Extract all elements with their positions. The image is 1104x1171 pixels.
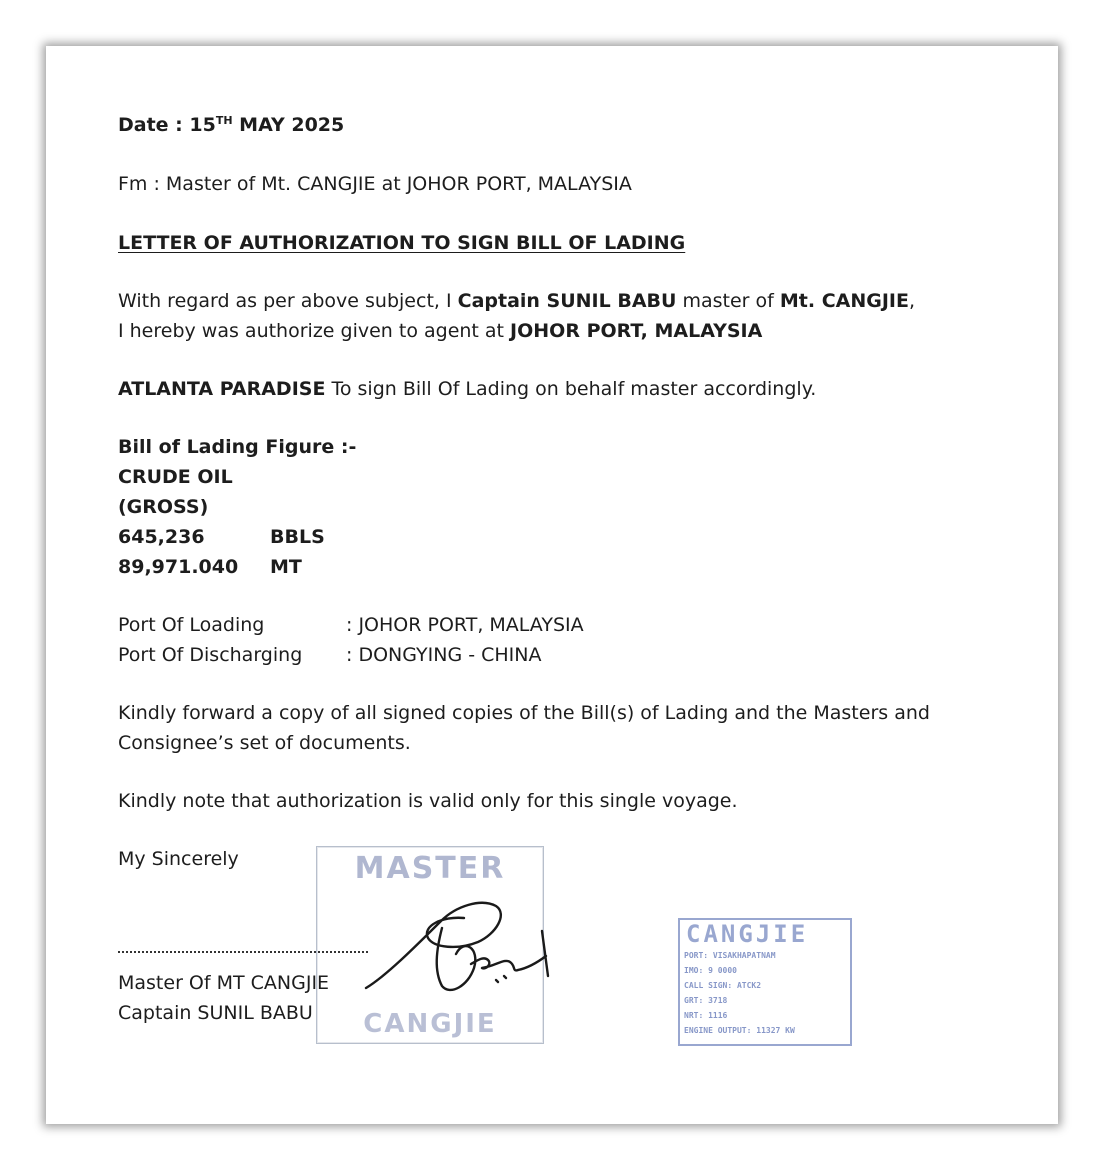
validity-note: Kindly note that authorization is valid only for this single voyage. [118, 790, 738, 812]
ship-stamp-line: CALL SIGN: ATCK2 [684, 981, 762, 990]
figure-row-bbls: 645,236 BBLS [118, 526, 325, 548]
letter-subject: LETTER OF AUTHORIZATION TO SIGN BILL OF LADING [118, 232, 686, 254]
agent-line: ATLANTA PARADISE To sign Bill Of Lading on behalf master accordingly. [118, 378, 817, 400]
signer-title: Master Of MT CANGJIE [118, 972, 330, 994]
signer-block [118, 968, 329, 1028]
ship-stamp-line: NRT: 1116 [684, 1011, 728, 1020]
ship-stamp-name: CANGJIE [686, 920, 809, 948]
handwritten-signature [346, 876, 566, 1006]
letter-body [118, 110, 1018, 874]
body-line-2: I hereby was authorize given to agent at JOHOR PORT, MALAYSIA [118, 320, 763, 342]
letter-from: Fm : Master of Mt. CANGJIE at JOHOR PORT, MALAYSIA [118, 173, 632, 195]
cargo-basis: (GROSS) [118, 496, 209, 518]
master-stamp-top: MASTER [354, 851, 506, 886]
figure-row-mt: 89,971.040 MT [118, 556, 302, 578]
letter-date: Date : 15TH MAY 2025 [118, 114, 345, 136]
master-stamp-bottom: CANGJIE [363, 1009, 497, 1039]
signature-line [118, 951, 368, 955]
closing: My Sincerely [118, 848, 239, 870]
ship-stamp-line: IMO: 9 0000 [684, 966, 737, 975]
body-line-1: With regard as per above subject, I Captain SUNIL BABU master of Mt. CANGJIE, [118, 290, 916, 312]
ship-stamp [678, 918, 852, 1046]
forward-note: Kindly forward a copy of all signed copies of the Bill(s) of Lading and the Masters and Consignee’s set of documents. [118, 702, 930, 754]
signer-name: Captain SUNIL BABU [118, 1002, 313, 1024]
port-of-loading: Port Of Loading : JOHOR PORT, MALAYSIA [118, 614, 584, 636]
ship-stamp-line: PORT: VISAKHAPATNAM [684, 951, 776, 960]
ship-stamp-line: ENGINE OUTPUT: 11327 KW [684, 1026, 795, 1035]
letter-sheet [46, 46, 1058, 1124]
figure-heading: Bill of Lading Figure :- [118, 436, 357, 458]
port-of-discharging: Port Of Discharging : DONGYING - CHINA [118, 644, 542, 666]
cargo-name: CRUDE OIL [118, 466, 233, 488]
ship-stamp-line: GRT: 3718 [684, 996, 728, 1005]
